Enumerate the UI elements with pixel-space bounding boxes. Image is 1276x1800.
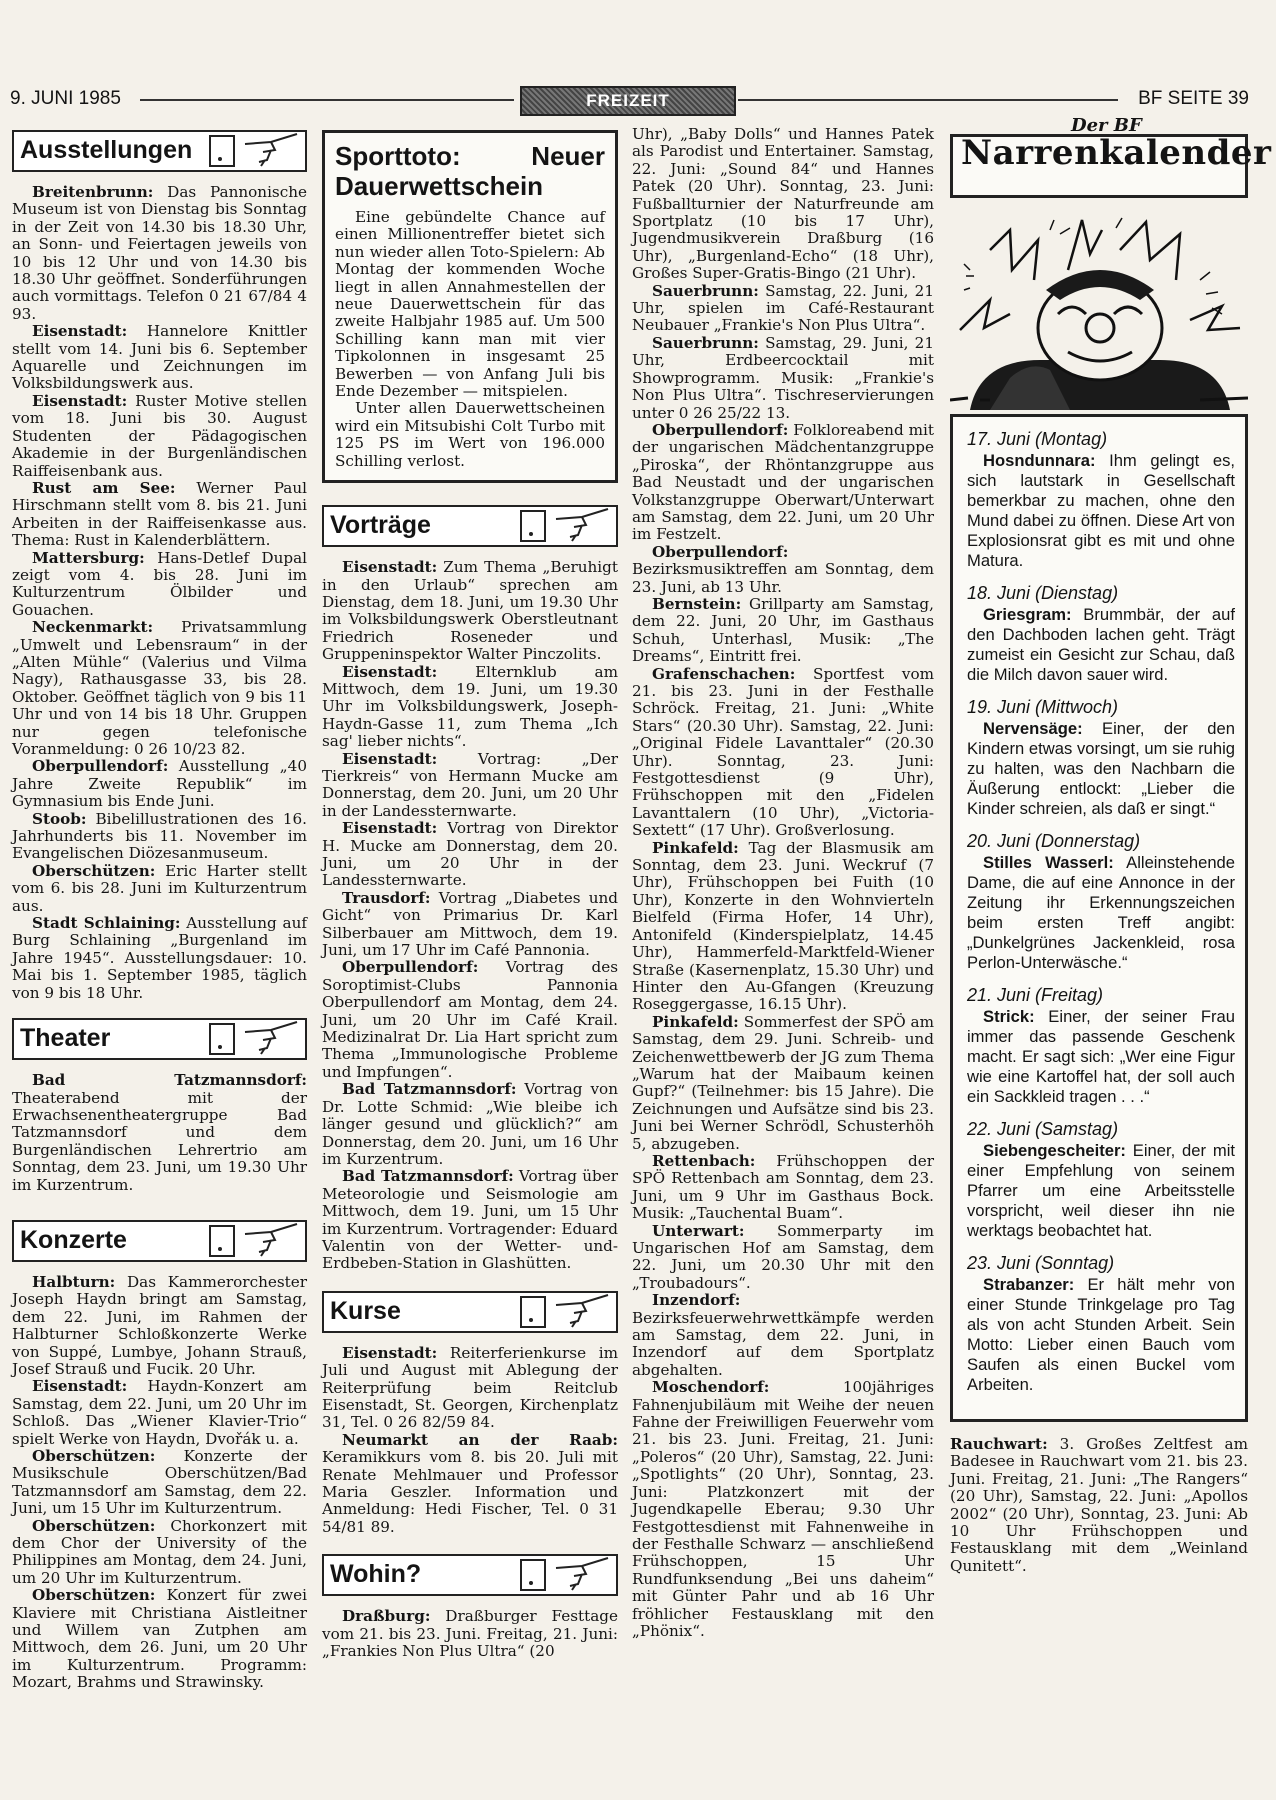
column-2	[322, 130, 618, 1660]
entry-place: Eisenstadt:	[342, 749, 438, 768]
calendar-text: Einer, der den Kindern etwas vorsingt, um sie ruhig zu halten, was den Nachbarn die Äußerung entlockt: „Lieber die Kinder schreien, als daß er singt.“	[967, 719, 1235, 818]
entry	[632, 596, 934, 666]
entry	[632, 544, 934, 596]
entry	[632, 1223, 934, 1293]
entry-place: Eisenstadt:	[32, 391, 128, 410]
section-heading-theater	[12, 1018, 307, 1060]
entry-text: Vortrag: „Der Tierkreis“ von Hermann Mucke am Donnerstag, dem 20. Juni, um 20 Uhr in der Landessternwarte.	[322, 749, 618, 820]
entry	[12, 915, 307, 1002]
calendar-text: Einer, der seiner Frau immer das passende Geschenk macht. Er sagt sich: „Wer eine Figur wie eine Kartoffel hat, der soll auch ein Sackkleid tragen . . .“	[967, 1007, 1235, 1106]
entry	[950, 1436, 1248, 1575]
entry-text: Reiterferienkurse im Juli und August mit Ablegung der Reiterprüfung beim Reitclub Eisenstadt, St. Georgen, Kirchenplatz 31, Tel. 0 26 82/59 84.	[322, 1343, 618, 1432]
entry-text: Konzerte der Musikschule Oberschützen/Bad Tatzmannsdorf am Samstag, dem 22. Juni, um 15 Uhr im Kulturzentrum.	[12, 1447, 307, 1518]
entry-text: Zum Thema „Beruhigt in den Urlaub“ sprechen am Dienstag, dem 18. Juni, um 19.30 Uhr im Volksbildungswerk Oberstleutnant Friedrich Roseneder und Gruppeninspektor Walter Pinczolits.	[322, 558, 618, 664]
entry-place: Stadt Schlaining:	[32, 914, 181, 933]
entry-place: Trausdorf:	[342, 888, 431, 907]
section-title: Kurse	[330, 1296, 401, 1325]
rubric-label: FREIZEIT	[520, 86, 736, 116]
narrenkalender-title-box	[950, 115, 1272, 198]
entry	[12, 758, 307, 810]
wohin-list	[322, 1608, 618, 1660]
entry-text: Hannelore Knittler stellt vom 14. Juni bis 6. September Aquarelle und Zeichnungen im Volksbildungswerk aus.	[12, 322, 307, 393]
entry-text: Sportfest vom 21. bis 23. Juni in der Festhalle Schröck. Freitag, 21. Juni: „White Stars“ (20.30 Uhr). Samstag, 22. Juni: „Original Fidele Lavanttaler“ (20.30 Uhr). Sonntag, 23. Juni: Festgottesdienst (9 Uhr), Frühschoppen mit den „Fidelen Lavanttalern (10 Uhr), „Victoria-Sextett“ (17 Uhr). Großverlosung.	[632, 664, 934, 840]
column-3	[632, 126, 934, 1640]
ausstellungen-list	[12, 184, 307, 1002]
entry-place: Eisenstadt:	[342, 662, 438, 681]
entry-place: Stoob:	[32, 809, 87, 828]
entry-place: Eisenstadt:	[342, 558, 438, 577]
entry-place: Sauerbrunn:	[652, 333, 759, 352]
section-title: Wohin?	[330, 1560, 422, 1589]
entry	[12, 1072, 307, 1194]
entry	[322, 890, 618, 960]
entry	[12, 323, 307, 393]
entry-place: Eisenstadt:	[32, 322, 128, 341]
entry-place: Grafenschachen:	[652, 664, 796, 683]
pointing-hand-icon	[552, 1289, 612, 1329]
entry	[632, 1153, 934, 1223]
calendar-text: Er hält mehr von einer Stunde Trinkgelage pro Tag als von acht Stunden Arbeit. Sein Motto: Lieber einen Bauch vom Saufen als einen Buckel vom Arbeiten.	[967, 1275, 1235, 1394]
entry-text: Bibelillustrationen des 16. Jahrhunderts bis 11. November im Evangelischen Diözesanmuseum.	[12, 809, 307, 863]
entry	[12, 811, 307, 863]
entry-text: Hans-Detlef Dupal zeigt vom 4. bis 28. Juni im Kulturzentrum Ölbilder und Gouachen.	[12, 548, 307, 619]
column-1	[12, 130, 307, 1692]
pointer-box	[209, 1023, 235, 1055]
entry-text: Frühschoppen der SPÖ Rettenbach am Sonntag, dem 23. Juni, um 9 Uhr im Gasthaus Bock. Musik: „Tauchental Buam“.	[632, 1151, 934, 1223]
entry-text: Vortrag über Meteorologie und Seismologie am Mittwoch, dem 19. Juni, um 15 Uhr im Kurzentrum. Vortragender: Eduard Valentin von der Wetter- und-Erdbeben-Station in Glashütten.	[322, 1167, 618, 1273]
calendar-text: Alleinstehende Dame, die auf eine Annonce in der Zeitung ihr Erkennungszeichen beim ersten Treff angibt: „Dunkelgrünes Jackenkleid, rosa Perlon-Unterwäsche.“	[967, 853, 1236, 972]
entry	[322, 1432, 618, 1536]
entry-place: Rauchwart:	[950, 1435, 1048, 1453]
calendar-text: Brummbär, der auf den Dachboden lachen geht. Trägt zumeist ein Gesicht zur Schau, daß die Milch davon sauer wird.	[967, 605, 1235, 684]
entry	[12, 1587, 307, 1691]
sporttoto-headline: Sporttoto: Neuer Dauerwettschein	[335, 141, 605, 201]
pointer-box	[209, 1225, 235, 1257]
entry	[322, 751, 618, 821]
sporttoto-paragraph: Unter allen Dauerwettscheinen wird ein Mitsubishi Colt Turbo mit 125 PS im Wert von 196.000 Schilling verlost.	[335, 399, 605, 470]
entry-place: Inzendorf:	[652, 1291, 741, 1310]
entry-text: Vortrag „Diabetes und Gicht“ von Primarius Dr. Karl Silberbauer am Mittwoch, dem 19. Juni, um 17 Uhr im Café Pannonia.	[322, 888, 618, 960]
entry	[322, 1608, 618, 1660]
calendar-date: 21. Juni (Freitag)	[967, 985, 1104, 1005]
entry-text: Ausstellung auf Burg Schlaining „Burgenland im Jahre 1945“. Ausstellungsdauer: 10. Mai bis 1. September 1985, täglich von 9 bis 18 Uhr.	[12, 914, 307, 1002]
entry-text: Vortrag von Direktor H. Mucke am Donnerstag, dem 20. Juni, um 20 Uhr in der Landessternwarte.	[322, 819, 618, 890]
entry-text: 100jähriges Fahnenjubiläum mit Weihe der neuen Fahne der Freiwilligen Feuerwehr vom 21. bis 23. Juni. Freitag, 21. Juni: „Poleros“ (20 Uhr), Samstag, 22. Juni: „Spotlights“ (20 Uhr), Sonntag, 23. Juni: Platzkonzert mit der Jugendkapelle Eberau; 9.30 Uhr Festgottesdienst mit Fahnenweihe in der Festhalle Schwarz — anschließend Frühschoppen, 15 Uhr Rundfunksendung „Bei uns daheim“ mit Günter Pahr und ab 16 Uhr fröhlicher Festausklang mit den „Phönix“.	[632, 1378, 934, 1640]
calendar-entry	[967, 451, 1235, 571]
entry	[632, 840, 934, 1014]
entry-text: Draßburger Festtage vom 21. bis 23. Juni. Freitag, 21. Juni: „Frankies Non Plus Ultra“ (20	[322, 1607, 618, 1661]
section-heading-vortraege	[322, 505, 618, 547]
entry-text: Chorkonzert mit dem Chor der University of the Philippines am Montag, dem 24. Juni, um 20 Uhr im Kulturzentrum.	[12, 1516, 307, 1587]
sporttoto-paragraph: Eine gebündelte Chance auf einen Millionentreffer bietet sich nun wieder allen Toto-Spielern: Ab Montag der kommenden Woche liegt in allen Annahmestellen der neue Dauerwettschein für das zweite Halbjahr 1985 auf. Um 500 Schilling kann man mit vier Tipkolonnen in insgesamt 25 Bewerben — von Anfang Juli bis Ende Dezember — mitspielen.	[335, 208, 605, 401]
theater-list	[12, 1072, 307, 1194]
entry	[12, 393, 307, 480]
calendar-date: 18. Juni (Dienstag)	[967, 583, 1119, 603]
entry-place: Rettenbach:	[652, 1151, 756, 1170]
pointer-box	[520, 510, 546, 542]
entry-text: Das Pannonische Museum ist von Dienstag bis Sonntag in der Zeit von 14.30 bis 18.30 Uhr, an Sonn- und Feiertagen jeweils von 10 bis 12 Uhr und von 14.30 bis 18.30 Uhr geöffnet. Sonderführungen auch vormittags. Telefon 0 21 67/84 4 93.	[12, 183, 307, 323]
entry-text: Ausstellung „40 Jahre Zweite Republik“ im Gymnasium bis Ende Juni.	[12, 757, 307, 811]
pointer-box	[209, 135, 235, 167]
entry	[322, 1168, 618, 1272]
entry-place: Eisenstadt:	[342, 819, 438, 838]
pointing-hand-icon	[241, 128, 301, 168]
entry	[12, 863, 307, 915]
entry-place: Oberpullendorf:	[652, 542, 789, 561]
entry-text: Eric Harter stellt vom 6. bis 28. Juni im Kulturzentrum aus.	[12, 861, 307, 915]
entry	[12, 1378, 307, 1448]
rauchwart-entry	[950, 1436, 1248, 1575]
calendar-entry	[967, 719, 1235, 819]
entry	[12, 1274, 307, 1378]
entry-text: Privatsammlung „Umwelt und Lebensraum“ in der „Alten Mühle“ (Valerius und Vilma Nagy), Rathausgasse 33, bis 28. Oktober. Geöffnet täglich von 9 bis 11 Uhr und von 14 bis 18 Uhr. Gruppen nur gegen telefonische Voranmeldung: 0 26 10/23 82.	[12, 618, 307, 758]
section-heading-kurse	[322, 1291, 618, 1333]
entry-place: Oberpullendorf:	[32, 757, 169, 776]
entry	[12, 550, 307, 620]
pointing-hand-icon	[552, 503, 612, 543]
continued-paragraph: Uhr), „Baby Dolls“ und Hannes Patek als Parodist und Entertainer. Samstag, 22. Juni: „Sound 84“ und Hannes Patek (20 Uhr). Sonntag, 23. Juni: Fußballturnier der Naturfreunde am Sportplatz (10 bis 17 Uhr), Jugendmusikverein Draßburg (16 Uhr), „Burgenland-Echo“ (18 Uhr), Großes Super-Gratis-Bingo (21 Uhr).	[632, 125, 934, 283]
entry-text: Tag der Blasmusik am Sonntag, dem 23. Juni. Weckruf (7 Uhr), Frühschoppen bei Fuith (10 Uhr), Konzerte in den Wohnvierteln Bielfeld (Firma Hofer, 14 Uhr), Antonifeld (Kinderspielplatz, 14.45 Uhr), Hammerfeld-Marktfeld-Wiener Straße (Kasernenplatz, 15.30 Uhr) und Hinter den Au-Gfangen (Kreuzung Roseggergasse, 16.15 Uhr).	[632, 838, 934, 1014]
entry-place: Bernstein:	[652, 594, 742, 613]
entry-place: Neumarkt an der Raab:	[342, 1430, 618, 1449]
entry-text: Folkloreabend mit der ungarischen Mädchentanzgruppe „Piroska“, der Rhöntanzgruppe aus Bad Neustadt und der ungarischen Volkstanzgruppe Oberwart/Unterwart am Samstag, dem 22. Juni, um 20 Uhr im Festzelt.	[632, 420, 934, 544]
calendar-entry	[967, 1275, 1235, 1395]
calendar-text: Einer, der mit einer Empfehlung von seinem Pfarrer um eine Arbeitsstelle vorspricht, weil dieser ihn nie werktags beobachtet hat.	[967, 1141, 1235, 1240]
pointer-box	[520, 1296, 546, 1328]
entry	[632, 283, 934, 335]
calendar-type: Siebengescheiter:	[983, 1141, 1126, 1160]
header-rule-left	[140, 99, 514, 101]
section-title: Theater	[20, 1024, 111, 1053]
entry-place: Draßburg:	[342, 1607, 431, 1626]
entry	[322, 1345, 618, 1432]
calendar-date: 22. Juni (Samstag)	[967, 1119, 1119, 1139]
entry-place: Oberpullendorf:	[652, 420, 789, 439]
entry	[322, 959, 618, 1081]
section-title: Konzerte	[20, 1225, 127, 1254]
section-title: Ausstellungen	[20, 136, 193, 164]
calendar-date: 17. Juni (Montag)	[967, 429, 1108, 449]
entry	[632, 1379, 934, 1640]
entry-text: Sommerparty im Ungarischen Hof am Samstag, dem 22. Juni, um 20.30 Uhr mit den „Troubadours“.	[632, 1221, 934, 1292]
konzerte-list	[12, 1274, 307, 1692]
pointing-hand-icon	[241, 1016, 301, 1056]
calendar-entry	[967, 1007, 1235, 1107]
entry	[632, 1292, 934, 1379]
wohin-continued-list	[632, 283, 934, 1641]
calendar-type: Griesgram:	[983, 605, 1072, 624]
entry-text: Haydn-Konzert am Samstag, dem 22. Juni, um 20 Uhr im Schloß. Das „Wiener Klavier-Trio“ spielt Werke von Haydn, Dvořák u. a.	[12, 1377, 307, 1448]
calendar-type: Stilles Wasserl:	[983, 853, 1114, 872]
section-title: Vorträge	[330, 511, 431, 540]
entry-place: Eisenstadt:	[32, 1377, 128, 1396]
entry-text: Konzert für zwei Klaviere mit Christiana Aistleitner und Willem van Zutphen am Mittwoch, dem 26. Juni, um 20 Uhr im Kulturzentrum. Programm: Mozart, Brahms und Strawinsky.	[12, 1586, 307, 1692]
entry	[632, 422, 934, 544]
calendar-text: Ihm gelingt es, sich lautstark in Gesellschaft bemerkbar zu machen, ohne den Mund dabei zu öffnen. Diese Art von Explosionsrat gibt es mit und ohne Matura.	[967, 451, 1235, 570]
pointing-hand-icon	[241, 1218, 301, 1258]
column-4	[950, 115, 1272, 1575]
jester-cartoon-icon	[950, 210, 1248, 410]
entry-place: Eisenstadt:	[342, 1343, 438, 1362]
entry-place: Rust am See:	[32, 478, 176, 497]
entry-text: Bezirksfeuerwehrwettkämpfe werden am Samstag, dem 22. Juni, in Inzendorf auf dem Sportplatz abgehalten.	[632, 1308, 934, 1379]
page-number: BF SEITE 39	[1138, 88, 1249, 109]
pointing-hand-icon	[552, 1552, 612, 1592]
entry	[322, 559, 618, 663]
entry-text: Vortrag des Soroptimist-Clubs Pannonia Oberpullendorf am Montag, dem 24. Juni, um 20 Uhr im Café Krail. Medizinalrat Dr. Lia Hart spricht zum Thema „Immunologische Probleme und Impfungen“.	[322, 958, 618, 1081]
entry-text: Theaterabend mit der Erwachsenentheatergruppe Bad Tatzmannsdorf und dem Burgenländischen Lehrertrio am Sonntag, dem 23. Juni, um 19.30 Uhr im Kurzentrum.	[12, 1088, 307, 1194]
kurse-list	[322, 1345, 618, 1536]
entry	[322, 820, 618, 890]
narrenkalender-kicker: Der BF	[1071, 115, 1142, 136]
entry-text: Werner Paul Hirschmann stellt vom 8. bis 21. Juni Arbeiten in der Raiffeisenkasse aus. Thema: Rust in Kalenderblättern.	[12, 478, 307, 550]
entry-text: Elternklub am Mittwoch, dem 19. Juni, um 19.30 Uhr im Volksbildungswerk, Joseph-Haydn-Gasse 11, zum Thema „Ich sag' lieber nichts“.	[322, 662, 618, 751]
entry-place: Halbturn:	[32, 1272, 116, 1291]
entry-text: Ruster Motive stellen vom 18. Juni bis 30. August Studenten der Pädagogischen Akademie in der Burgenländischen Raiffeisenbank aus.	[12, 391, 307, 480]
entry-place: Bad Tatzmannsdorf:	[342, 1167, 514, 1186]
entry	[12, 1518, 307, 1588]
calendar-entry	[967, 1141, 1235, 1241]
entry-text: Bezirksmusiktreffen am Sonntag, dem 23. Juni, ab 13 Uhr.	[632, 560, 934, 596]
calendar-type: Hosndunnara:	[983, 451, 1096, 470]
entry	[12, 184, 307, 323]
narrenkalender-box	[950, 414, 1248, 1422]
entry-place: Pinkafeld:	[652, 838, 739, 857]
entry	[12, 1448, 307, 1518]
entry-text: Sommerfest der SPÖ am Samstag, dem 29. Juni. Schreib- und Zeichenwettbewerb der JG zum Thema „Warum hat der Maibaum keinen Gupf?“ (Teilnehmer: bis 15 Jahre). Die Zeichnungen und Aufsätze sind bis 23. Juni bei Werner Schrödl, Schusterhöh 5, abzugeben.	[632, 1012, 934, 1153]
section-heading-wohin	[322, 1554, 618, 1596]
calendar-type: Nervensäge:	[983, 719, 1083, 738]
entry-place: Oberschützen:	[32, 861, 156, 880]
entry-text: Keramikkurs vom 8. bis 20. Juli mit Renate Mehlmauer und Professor Maria Geszler. Information und Anmeldung: Hedi Fischer, Tel. 0 31 54/81 89.	[322, 1448, 618, 1536]
vortraege-list	[322, 559, 618, 1273]
entry	[12, 619, 307, 758]
section-heading-ausstellungen	[12, 130, 307, 172]
entry-place: Bad Tatzmannsdorf:	[342, 1080, 517, 1099]
entry-text: Grillparty am Samstag, dem 22. Juni, 20 Uhr, im Gasthaus Schuh, Unterhasl, Musik: „The Dreams“, Eintritt frei.	[632, 594, 934, 666]
calendar-date: 20. Juni (Donnerstag)	[967, 831, 1141, 851]
entry-place: Moschendorf:	[652, 1378, 770, 1397]
entry-text: Samstag, 22. Juni, 21 Uhr, spielen im Café-Restaurant Neubauer „Frankie's Non Plus Ultra“.	[632, 281, 934, 335]
calendar-type: Strick:	[983, 1007, 1035, 1026]
entry-place: Breitenbrunn:	[32, 183, 154, 201]
section-heading-konzerte	[12, 1220, 307, 1262]
entry-place: Oberschützen:	[32, 1516, 156, 1535]
calendar-entry	[967, 605, 1235, 685]
entry	[322, 664, 618, 751]
header-rule-right	[738, 99, 1118, 101]
entry-place: Sauerbrunn:	[652, 281, 759, 300]
entry-text: Das Kammerorchester Joseph Haydn bringt am Samstag, dem 22. Juni, im Rahmen der Halbturner Schloßkonzerte Werke von Suppé, Lumbye, Johann Strauß, Josef Strauß und Fucik. 20 Uhr.	[12, 1272, 307, 1378]
entry-place: Pinkafeld:	[652, 1012, 739, 1031]
entry-text: Vortrag von Dr. Lotte Schmid: „Wie bleibe ich länger gesund und glücklich?“ am Donnerstag, dem 20. Juni, um 16 Uhr im Kurzentrum.	[322, 1080, 618, 1168]
narrenkalender-title: Narrenkalender	[961, 133, 1272, 173]
entry	[632, 1014, 934, 1153]
calendar-date: 23. Juni (Sonntag)	[967, 1253, 1115, 1273]
entry-place: Bad Tatzmannsdorf:	[32, 1071, 307, 1090]
entry-place: Oberschützen:	[32, 1447, 156, 1465]
issue-date: 9. JUNI 1985	[10, 88, 121, 109]
sporttoto-box	[322, 130, 618, 483]
entry-place: Mattersburg:	[32, 548, 145, 567]
pointer-box	[520, 1559, 546, 1591]
calendar-type: Strabanzer:	[983, 1275, 1075, 1294]
calendar-entry	[967, 853, 1235, 973]
entry-text: Samstag, 29. Juni, 21 Uhr, Erdbeercocktail mit Showprogramm. Musik: „Frankie's Non Plus Ultra“. Tischreservierungen unter 0 26 25/22 13.	[632, 333, 934, 422]
entry-place: Neckenmarkt:	[32, 618, 154, 637]
calendar-date: 19. Juni (Mittwoch)	[967, 697, 1119, 717]
entry	[632, 335, 934, 422]
entry	[12, 480, 307, 550]
entry-place: Oberschützen:	[32, 1586, 156, 1605]
entry-place: Unterwart:	[652, 1221, 745, 1240]
entry	[322, 1081, 618, 1168]
entry	[632, 666, 934, 840]
entry-text: 3. Großes Zeltfest am Badesee in Rauchwart vom 21. bis 23. Juni. Freitag, 21. Juni: „The Rangers“ (20 Uhr), Samstag, 22. Juni: „Apollos 2002“ (20 Uhr), Sonntag, 23. Juni: Ab 10 Uhr Frühschoppen und Festausklang mit dem „Weinland Qunitett“.	[950, 1435, 1248, 1575]
page-header	[0, 86, 1276, 116]
entry-place: Oberpullendorf:	[342, 958, 479, 977]
